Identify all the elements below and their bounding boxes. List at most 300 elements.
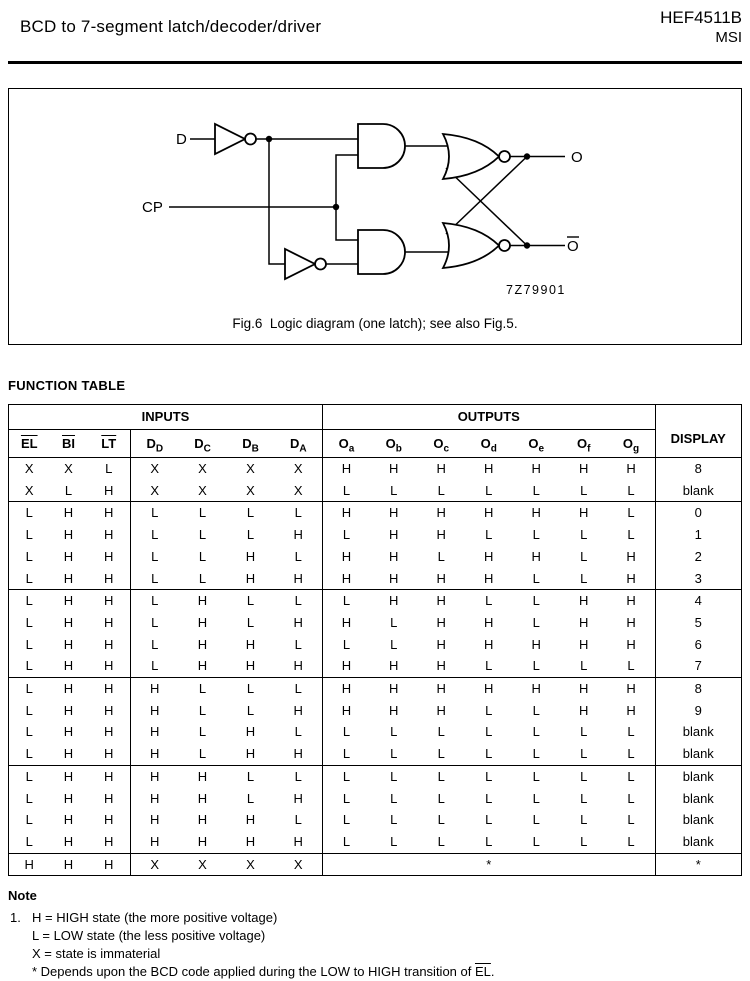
note-lines <box>32 909 495 981</box>
table-cell: H <box>63 614 74 630</box>
d-input-label: D <box>176 131 187 148</box>
table-cell: H <box>531 636 541 652</box>
and-gate-bottom <box>358 230 405 274</box>
table-cell: H <box>436 702 446 718</box>
table-row <box>9 634 742 656</box>
table-row <box>9 809 742 831</box>
table-cell: L <box>294 593 302 609</box>
table-cell: L <box>437 812 445 828</box>
table-cell: X <box>131 853 179 876</box>
table-cell: H <box>88 568 131 590</box>
table-cell: L <box>25 768 33 784</box>
table-row <box>9 655 742 677</box>
table-cell: H <box>275 743 323 765</box>
column-header: $D_A$ <box>275 430 323 458</box>
table-cell: X <box>179 480 227 502</box>
table-cell: H <box>626 461 636 476</box>
table-row <box>9 743 742 765</box>
table-cell: H <box>245 724 256 740</box>
table-cell: 2 <box>655 546 741 568</box>
table-cell: L <box>131 590 179 612</box>
column-header: $O_g$ <box>608 430 656 458</box>
table-cell: L <box>627 505 635 521</box>
table-cell: H <box>63 527 74 543</box>
table-cell: H <box>484 636 494 652</box>
table-row <box>9 480 742 502</box>
table-cell: L <box>246 527 255 543</box>
table-cell: 3 <box>655 568 741 590</box>
table-cell: H <box>63 724 74 740</box>
table-cell: X <box>131 458 179 480</box>
table-cell: X <box>293 856 303 872</box>
table-cell: L <box>560 568 608 590</box>
table-cell: H <box>88 831 131 853</box>
nor-bubble-top <box>499 151 510 162</box>
table-cell: L <box>465 831 513 853</box>
table-cell: H <box>484 548 494 564</box>
table-cell: H <box>245 636 256 652</box>
column-header: $D_C$ <box>179 430 227 458</box>
table-cell: L <box>9 655 50 677</box>
column-header: $\overline{BI}$ <box>50 430 88 458</box>
table-cell: H <box>484 505 494 521</box>
table-cell: L <box>513 568 561 590</box>
table-cell: H <box>626 702 636 718</box>
note-number: 1. <box>10 910 21 926</box>
table-cell: 8 <box>655 458 741 480</box>
table-cell: H <box>63 812 74 828</box>
table-cell: H <box>50 655 88 677</box>
table-cell: L <box>485 702 493 718</box>
table-cell: H <box>608 568 656 590</box>
table-cell: H <box>579 636 589 652</box>
table-cell: H <box>293 527 303 543</box>
table-cell: X <box>64 461 73 476</box>
table-cell: L <box>370 743 418 765</box>
table-cell: 5 <box>655 612 741 634</box>
figure-caption: Fig.6 Logic diagram (one latch); see also Fig.5. <box>232 316 518 331</box>
table-cell: L <box>608 480 656 502</box>
table-cell: X <box>198 856 207 872</box>
table-cell: L <box>370 480 418 502</box>
table-cell: H <box>626 593 636 609</box>
table-cell: L <box>131 546 179 568</box>
part-number: HEF4511B <box>660 8 742 27</box>
table-cell: L <box>323 480 371 502</box>
table-cell: H <box>323 568 371 590</box>
table-cell: L <box>465 655 513 677</box>
table-cell: H <box>227 568 275 590</box>
table-cell: H <box>436 681 446 697</box>
table-cell: H <box>275 655 323 677</box>
table-cell: H <box>389 505 399 521</box>
table-cell: H <box>24 856 34 872</box>
table-cell: blank <box>655 831 741 853</box>
table-cell: L <box>9 831 50 853</box>
table-cell: L <box>513 831 561 853</box>
table-cell: H <box>436 505 446 521</box>
table-cell: H <box>484 614 494 630</box>
o-bar-output-label: O <box>567 238 579 255</box>
table-cell: H <box>131 743 179 765</box>
table-cell: L <box>580 527 588 543</box>
table-cell: H <box>465 568 513 590</box>
table-cell: 4 <box>655 590 741 612</box>
table-cell: H <box>131 809 179 831</box>
table-cell: H <box>626 636 636 652</box>
table-cell: L <box>580 724 588 740</box>
table-cell: H <box>484 461 494 476</box>
table-cell: H <box>531 548 541 564</box>
note-line: L = LOW state (the less positive voltage) <box>32 928 266 944</box>
part-block <box>660 8 742 47</box>
table-cell: L <box>437 548 445 564</box>
table-cell: L <box>465 743 513 765</box>
table-cell: H <box>389 461 399 476</box>
note-line: H = HIGH state (the more positive voltage) <box>32 910 278 926</box>
table-cell: H <box>418 655 466 677</box>
outputs-group-header: OUTPUTS <box>323 405 656 430</box>
logic-diagram <box>9 93 741 308</box>
table-cell: L <box>198 527 207 543</box>
cp-input-label: CP <box>142 199 163 216</box>
table-cell: H <box>88 655 131 677</box>
table-row <box>9 831 742 853</box>
table-cell: L <box>294 812 302 828</box>
table-cell: L <box>294 505 302 521</box>
table-cell: H <box>531 461 541 476</box>
table-cell: 0 <box>655 502 741 524</box>
drawing-code: 7Z79901 <box>506 283 566 297</box>
table-cell: L <box>390 790 398 806</box>
table-cell: L <box>513 655 561 677</box>
table-cell: L <box>390 614 398 630</box>
table-cell: L <box>390 812 398 828</box>
nor-gate-bottom <box>443 223 499 268</box>
table-cell: L <box>513 480 561 502</box>
table-cell: L <box>532 790 540 806</box>
table-cell: H <box>227 831 275 853</box>
table-cell: H <box>436 527 446 543</box>
table-cell: L <box>25 702 33 718</box>
function-table <box>8 404 742 876</box>
table-cell: X <box>246 461 255 476</box>
table-cell: 6 <box>655 634 741 656</box>
table-cell: L <box>580 812 588 828</box>
table-cell: H <box>275 831 323 853</box>
column-header: $O_b$ <box>370 430 418 458</box>
table-cell: H <box>323 700 371 722</box>
table-cell: L <box>198 548 207 564</box>
table-row <box>9 853 742 876</box>
table-cell: H <box>197 812 208 828</box>
table-group-header-row <box>9 405 742 430</box>
table-cell: L <box>131 655 179 677</box>
table-cell: L <box>246 681 255 697</box>
table-cell: H <box>104 548 114 564</box>
table-cell: L <box>608 831 656 853</box>
table-cell: H <box>131 678 179 700</box>
table-cell: L <box>560 743 608 765</box>
table-cell: H <box>436 461 446 476</box>
table-cell: H <box>63 768 74 784</box>
table-cell: L <box>131 612 179 634</box>
table-cell: L <box>323 831 371 853</box>
table-cell: H <box>626 614 636 630</box>
table-cell: L <box>532 702 540 718</box>
column-header: $\overline{LT}$ <box>88 430 131 458</box>
table-cell: * <box>323 853 656 876</box>
table-cell: H <box>579 614 589 630</box>
table-cell: L <box>246 614 255 630</box>
table-cell: H <box>227 743 275 765</box>
table-cell: H <box>389 593 399 609</box>
table-row <box>9 678 742 700</box>
table-cell: L <box>25 593 33 609</box>
table-cell: L <box>9 568 50 590</box>
table-cell: L <box>532 593 540 609</box>
table-cell: L <box>198 505 207 521</box>
table-cell: L <box>198 702 207 718</box>
table-cell: H <box>88 480 131 502</box>
figure-box <box>8 88 742 345</box>
inverter-bubble-top <box>245 134 256 145</box>
table-cell: H <box>131 788 179 810</box>
table-cell: H <box>626 681 636 697</box>
table-cell: L <box>485 527 493 543</box>
table-cell: L <box>627 812 635 828</box>
table-cell: L <box>25 790 33 806</box>
table-cell: H <box>197 790 208 806</box>
table-cell: L <box>532 768 540 784</box>
table-cell: L <box>437 724 445 740</box>
table-cell: L <box>294 768 302 784</box>
table-cell: L <box>560 831 608 853</box>
table-cell: L <box>580 548 588 564</box>
table-cell: L <box>485 724 493 740</box>
table-cell: L <box>179 743 227 765</box>
table-cell: L <box>418 831 466 853</box>
note-title: Note <box>8 888 37 904</box>
table-cell: L <box>131 568 179 590</box>
table-cell: H <box>50 568 88 590</box>
table-cell: L <box>50 480 88 502</box>
table-cell: H <box>436 636 446 652</box>
table-cell: H <box>579 593 589 609</box>
table-cell: L <box>25 724 33 740</box>
table-cell: L <box>532 724 540 740</box>
table-cell: X <box>9 480 50 502</box>
table-cell: L <box>25 812 33 828</box>
table-cell: H <box>626 548 636 564</box>
table-cell: H <box>389 702 399 718</box>
table-column-header-row <box>9 430 742 458</box>
table-cell: H <box>389 548 399 564</box>
note-section <box>8 888 742 981</box>
table-cell: H <box>370 568 418 590</box>
table-cell: L <box>418 743 466 765</box>
column-header: $D_D$ <box>131 430 179 458</box>
table-cell: H <box>323 502 371 524</box>
table-cell: L <box>323 743 371 765</box>
table-cell: H <box>104 790 114 806</box>
table-cell: H <box>50 743 88 765</box>
table-cell: H <box>293 614 303 630</box>
table-cell: L <box>9 743 50 765</box>
nor-gate-top <box>443 134 499 179</box>
note-line: X = state is immaterial <box>32 946 161 962</box>
table-cell: X <box>275 480 323 502</box>
table-cell: L <box>246 593 255 609</box>
table-cell: L <box>532 812 540 828</box>
table-cell: H <box>323 612 371 634</box>
note-line: * Depends upon the BCD code applied during the LOW to HIGH transition of $\overline{EL}$. <box>32 964 495 980</box>
table-cell: blank <box>655 743 741 765</box>
table-cell: L <box>25 636 33 652</box>
table-cell: H <box>197 636 208 652</box>
table-cell: H <box>179 655 227 677</box>
table-cell: L <box>323 765 371 787</box>
table-cell: L <box>560 655 608 677</box>
family-label: MSI <box>715 29 742 46</box>
table-cell: H <box>323 458 371 480</box>
table-cell: L <box>485 593 493 609</box>
table-cell: H <box>63 702 74 718</box>
table-row <box>9 700 742 722</box>
table-cell: L <box>437 768 445 784</box>
table-cell: blank <box>655 809 741 831</box>
table-cell: H <box>389 527 399 543</box>
table-cell: H <box>323 678 371 700</box>
table-cell: L <box>198 724 207 740</box>
table-cell: H <box>389 681 399 697</box>
inverter-bubble-bottom <box>315 259 326 270</box>
table-cell: H <box>63 505 74 521</box>
table-row <box>9 721 742 743</box>
table-cell: L <box>323 721 371 743</box>
inputs-group-header: INPUTS <box>9 405 323 430</box>
nor-bubble-bottom <box>499 240 510 251</box>
table-cell: L <box>323 524 371 546</box>
table-cell: L <box>627 724 635 740</box>
table-cell: H <box>63 593 74 609</box>
table-cell: 8 <box>655 678 741 700</box>
table-cell: H <box>63 790 74 806</box>
table-cell: L <box>627 768 635 784</box>
table-cell: L <box>246 768 255 784</box>
table-cell: L <box>390 636 398 652</box>
table-cell: H <box>63 856 74 872</box>
table-cell: 1 <box>655 524 741 546</box>
table-cell: L <box>294 681 302 697</box>
table-cell: L <box>390 724 398 740</box>
table-cell: X <box>198 461 207 476</box>
table-row <box>9 546 742 568</box>
gates <box>215 124 510 279</box>
table-cell: H <box>104 636 114 652</box>
table-cell: L <box>580 768 588 784</box>
table-cell: H <box>104 768 114 784</box>
table-cell: 7 <box>655 655 741 677</box>
column-header: $D_B$ <box>227 430 275 458</box>
table-cell: H <box>579 681 589 697</box>
table-cell: L <box>246 790 255 806</box>
table-cell: H <box>579 461 589 476</box>
table-row <box>9 502 742 524</box>
table-cell: H <box>104 702 114 718</box>
table-cell: X <box>246 856 255 872</box>
table-row <box>9 612 742 634</box>
note-body <box>8 909 742 981</box>
table-cell: X <box>131 480 179 502</box>
o-output-label: O <box>571 149 583 166</box>
table-cell: L <box>485 812 493 828</box>
table-cell: L <box>25 681 33 697</box>
table-cell: H <box>531 505 541 521</box>
table-cell: H <box>63 681 74 697</box>
table-cell: L <box>465 480 513 502</box>
table-cell: L <box>131 634 179 656</box>
table-cell: L <box>513 743 561 765</box>
table-cell: blank <box>655 721 741 743</box>
table-cell: H <box>63 636 74 652</box>
table-cell: H <box>104 724 114 740</box>
table-cell: H <box>104 856 114 872</box>
table-cell: L <box>627 790 635 806</box>
column-header: $O_f$ <box>560 430 608 458</box>
table-cell: blank <box>655 765 741 787</box>
table-cell: H <box>104 527 114 543</box>
table-cell: H <box>227 655 275 677</box>
table-cell: L <box>418 480 466 502</box>
table-cell: L <box>131 502 179 524</box>
display-column-header: DISPLAY <box>655 405 741 458</box>
table-row <box>9 458 742 480</box>
table-cell: H <box>197 614 208 630</box>
table-cell: * <box>655 853 741 876</box>
and-gate-top <box>358 124 405 168</box>
table-cell: L <box>323 788 371 810</box>
table-cell: L <box>485 790 493 806</box>
table-cell: L <box>627 527 635 543</box>
table-cell: H <box>104 614 114 630</box>
table-cell: L <box>323 590 371 612</box>
table-cell: L <box>323 634 371 656</box>
table-cell: L <box>246 505 255 521</box>
table-row <box>9 568 742 590</box>
table-cell: H <box>436 614 446 630</box>
function-table-title: FUNCTION TABLE <box>8 378 126 393</box>
table-cell: L <box>198 681 207 697</box>
table-cell: L <box>560 480 608 502</box>
table-cell: H <box>245 812 256 828</box>
table-cell: L <box>25 527 33 543</box>
table-cell: L <box>532 527 540 543</box>
column-header: $O_c$ <box>418 430 466 458</box>
table-cell: L <box>608 743 656 765</box>
table-cell: H <box>245 548 256 564</box>
table-cell: H <box>104 681 114 697</box>
table-cell: H <box>293 702 303 718</box>
table-cell: L <box>179 568 227 590</box>
table-cell: L <box>25 505 33 521</box>
table-cell: L <box>131 524 179 546</box>
table-row <box>9 788 742 810</box>
table-cell: H <box>131 700 179 722</box>
table-cell: L <box>294 724 302 740</box>
table-cell: H <box>323 546 371 568</box>
page-header <box>8 0 742 47</box>
